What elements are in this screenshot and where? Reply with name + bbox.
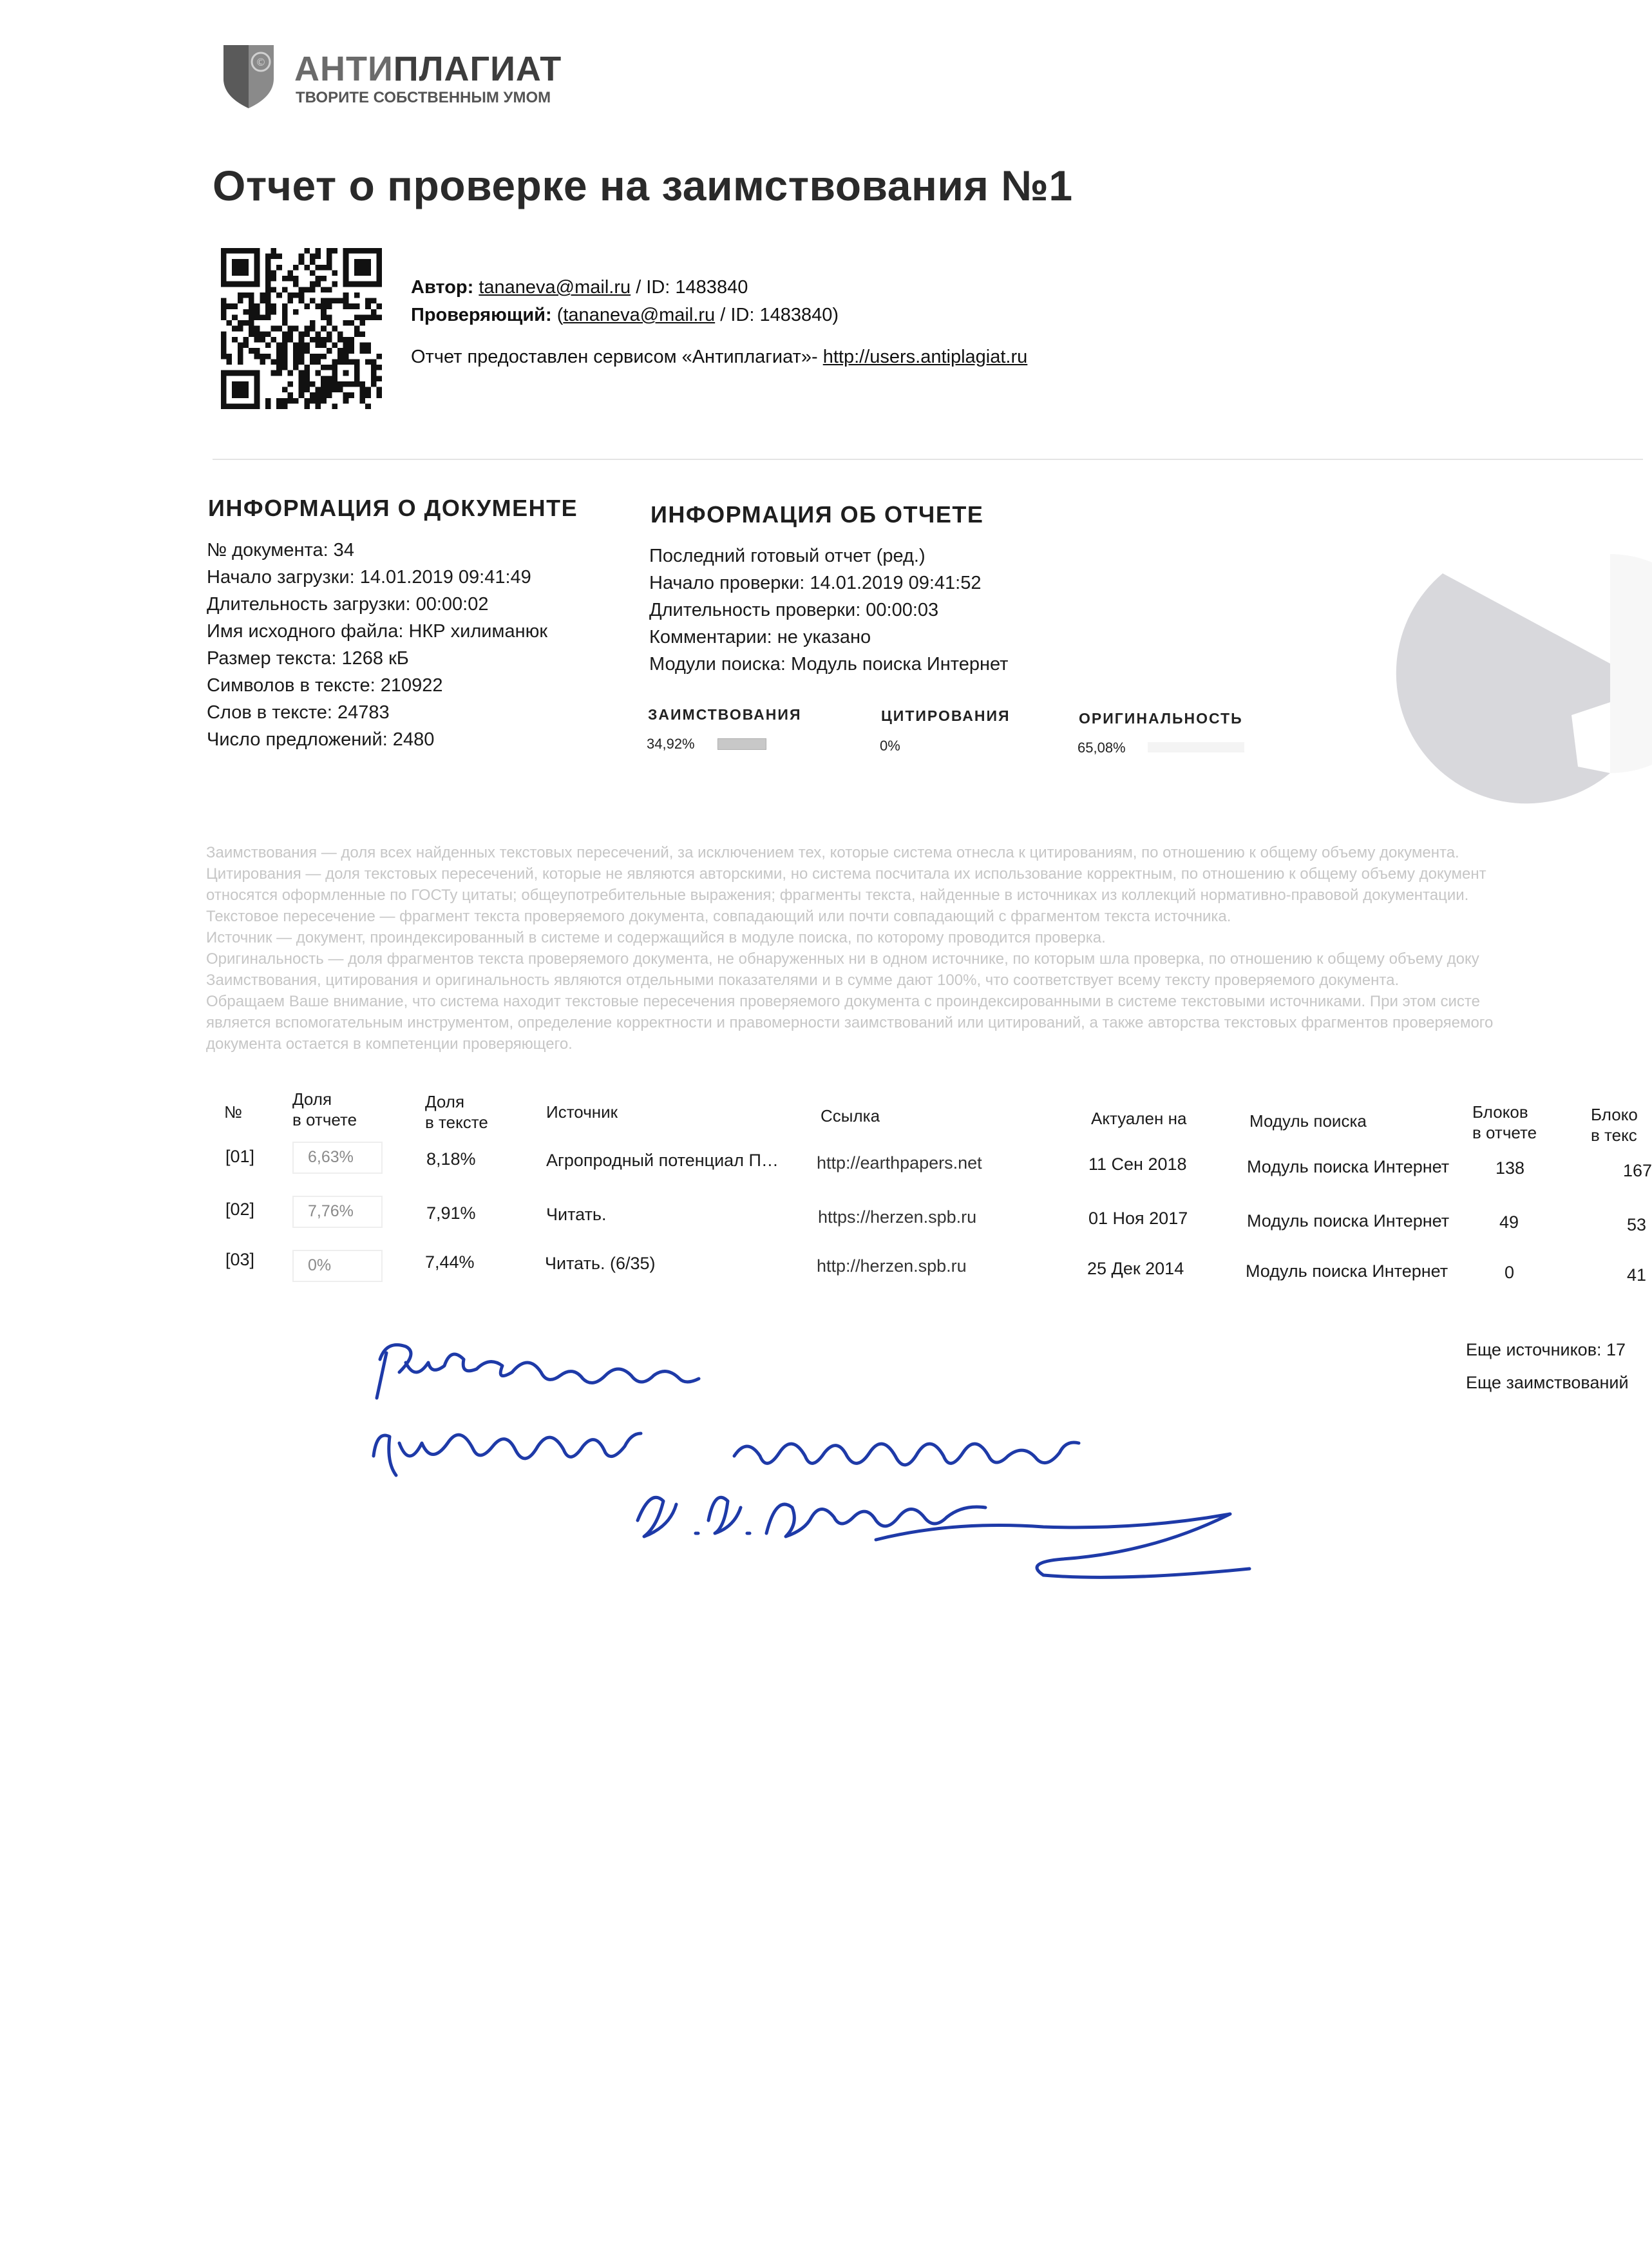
row-updated: 11 Сен 2018 [1088,1154,1187,1174]
svg-text:©: © [256,56,266,68]
pie-slice-original [1610,554,1652,773]
row-share-report: 0% [308,1256,332,1274]
orig-bar [1148,742,1244,752]
col-updated: Актуален на [1091,1109,1187,1128]
col-blocks-text-1: Блоко [1591,1105,1638,1124]
logo-name-suffix: ПЛАГИАТ [393,50,562,88]
author-email-link[interactable]: tananeva@mail.ru [479,277,631,298]
glossary-line: Текстовое пересечение — фрагмент текста проверяемого документа, совпадающий или почти совпадающий с фрагментом текста источника. [206,908,1231,925]
orig-label: ОРИГИНАЛЬНОСТЬ [1079,710,1243,727]
col-share-text-2: в тексте [425,1113,488,1132]
col-link: Ссылка [821,1106,880,1125]
row-module: Модуль поиска Интернет [1247,1211,1450,1231]
glossary-line: Заимствования — доля всех найденных текстовых пересечений, за исключением тех, которые система отнесла к цитированиям, по отношению к общему объему документа. [206,844,1459,861]
report-info-heading: ИНФОРМАЦИЯ ОБ ОТЧЕТЕ [650,501,984,528]
row-share-report-box [292,1250,383,1282]
row-link[interactable]: https://herzen.spb.ru [818,1207,977,1227]
col-share-report [292,1089,357,1130]
row-share-text: 7,91% [426,1203,476,1223]
row-link[interactable]: http://earthpapers.net [817,1153,982,1173]
service-text: Отчет предоставлен сервисом «Антиплагиат»- [411,347,823,367]
col-blocks-text [1591,1104,1638,1145]
glossary-line: Заимствования, цитирования и оригинальность являются отдельными показателями и в сумме дают 100%, что соответствует всему тексту проверяемого документа. [206,972,1400,989]
glossary-line: Оригинальность — доля фрагментов текста проверяемого документа, не обнаруженных ни в одном источнике, по которым шла проверка, по отношению к общему объему доку [206,950,1479,968]
report-title: Отчет о проверке на заимствования №1 [213,162,1073,209]
handwritten-signature [361,1327,1456,1604]
row-module: Модуль поиска Интернет [1247,1157,1450,1176]
row-source[interactable]: Читать. [546,1205,607,1224]
row-share-text: 8,18% [426,1149,476,1169]
row-blocks-text: 167 [1623,1161,1652,1180]
more-sources[interactable]: Еще источников: 17 [1466,1340,1626,1359]
report-field-check-start: Начало проверки: 14.01.2019 09:41:52 [649,573,982,593]
glossary-line: Источник — документ, проиндексированный в системе и содержащийся в модуле поиска, по которому проводится проверка. [206,929,1106,946]
checker-label: Проверяющий: [411,305,552,325]
glossary-line: Цитирования — доля текстовых пересечений, которые не являются авторскими, но система посчитала их использование корректным, по отношению к общему объему документ [206,865,1486,883]
row-module: Модуль поиска Интернет [1246,1261,1448,1281]
qr-code-icon [221,248,382,409]
checker-email-link[interactable]: tananeva@mail.ru [563,305,716,325]
borrow-value: 34,92% [647,736,695,752]
checker-id: / ID: 1483840) [715,305,839,325]
sources-table [213,1082,1652,1301]
row-updated: 01 Ноя 2017 [1088,1209,1188,1228]
row-share-report-box [292,1142,383,1174]
col-share-report-2: в отчете [292,1110,357,1129]
doc-field-number: № документа: 34 [207,540,354,560]
col-blocks-report-1: Блоков [1472,1102,1528,1122]
cite-label: ЦИТИРОВАНИЯ [881,707,1011,724]
row-updated: 25 Дек 2014 [1087,1259,1184,1278]
row-num: [02] [225,1200,255,1219]
author-line [411,277,748,298]
glossary [206,844,1643,1063]
glossary-line: относятся оформленные по ГОСТу цитаты; общеупотребительные выражения; фрагменты текста, найденные в источниках из коллекций нормативно-правовой документации. [206,886,1469,904]
row-blocks-report: 0 [1505,1263,1515,1282]
doc-field-sentences: Число предложений: 2480 [207,729,435,750]
glossary-line: Обращаем Ваше внимание, что система находит текстовые пересечения проверяемого документа с проиндексированными в системе текстовыми источниками. При этом систе [206,993,1480,1010]
row-num: [03] [225,1250,255,1269]
row-blocks-report: 49 [1499,1212,1519,1232]
row-source[interactable]: Агропродный потенциал П… [546,1151,779,1170]
row-blocks-text: 53 [1627,1215,1647,1234]
glossary-line: документа остается в компетенции проверяющего. [206,1035,573,1053]
service-line [411,347,1027,368]
doc-field-size: Размер текста: 1268 кБ [207,648,409,669]
originality-pie-chart [1417,554,1610,773]
col-module: Модуль поиска [1249,1111,1367,1131]
row-share-report: 6,63% [308,1148,354,1166]
logo-name-prefix: АНТИ [294,50,394,88]
row-blocks-text: 41 [1627,1265,1647,1285]
cite-value: 0% [880,738,900,754]
doc-field-upload-duration: Длительность загрузки: 00:00:02 [207,594,489,615]
row-share-text: 7,44% [425,1252,475,1272]
row-source[interactable]: Читать. (6/35) [545,1254,656,1273]
borrow-bar [717,738,766,750]
col-blocks-report [1472,1102,1537,1143]
row-share-report: 7,76% [308,1202,354,1220]
pie-slice-borrow [1396,573,1610,803]
doc-info-heading: ИНФОРМАЦИЯ О ДОКУМЕНТЕ [208,495,578,521]
glossary-line: является вспомогательным инструментом, определение корректности и правомерности заимствований или цитирований, а также авторства текстовых фрагментов проверяемого [206,1014,1494,1031]
report-field-comments: Комментарии: не указано [649,627,871,647]
report-field-last: Последний готовый отчет (ред.) [649,546,926,566]
col-blocks-text-2: в текс [1591,1125,1637,1145]
borrow-label: ЗАИМСТВОВАНИЯ [648,706,802,723]
checker-line [411,305,839,326]
report-field-check-duration: Длительность проверки: 00:00:03 [649,600,939,620]
shield-icon [214,40,285,111]
more-borrowings[interactable]: Еще заимствований [1466,1373,1629,1392]
doc-field-words: Слов в тексте: 24783 [207,702,390,723]
doc-field-upload-start: Начало загрузки: 14.01.2019 09:41:49 [207,567,531,588]
service-url-link[interactable]: http://users.antiplagiat.ru [822,347,1028,367]
col-source: Источник [546,1102,618,1122]
row-num: [01] [225,1147,255,1166]
report-field-modules: Модули поиска: Модуль поиска Интернет [649,654,1009,675]
logo-slogan: ТВОРИТЕ СОБСТВЕННЫМ УМОМ [296,89,551,106]
antiplagiat-logo [214,40,562,111]
col-share-text [425,1091,488,1133]
orig-value: 65,08% [1078,740,1126,756]
row-blocks-report: 138 [1495,1158,1525,1178]
col-share-text-1: Доля [425,1092,465,1111]
author-label: Автор: [411,277,474,298]
section-divider [213,459,1643,460]
col-share-report-1: Доля [292,1089,332,1109]
author-id: / ID: 1483840 [631,277,748,298]
logo-name [294,49,562,89]
col-blocks-report-2: в отчете [1472,1123,1537,1142]
doc-field-filename: Имя исходного файла: НКР хилиманюк [207,621,548,642]
col-num: № [224,1102,242,1122]
doc-field-chars: Символов в тексте: 210922 [207,675,443,696]
row-link[interactable]: http://herzen.spb.ru [817,1256,967,1276]
row-share-report-box [292,1196,383,1228]
checker-open: ( [551,305,564,325]
